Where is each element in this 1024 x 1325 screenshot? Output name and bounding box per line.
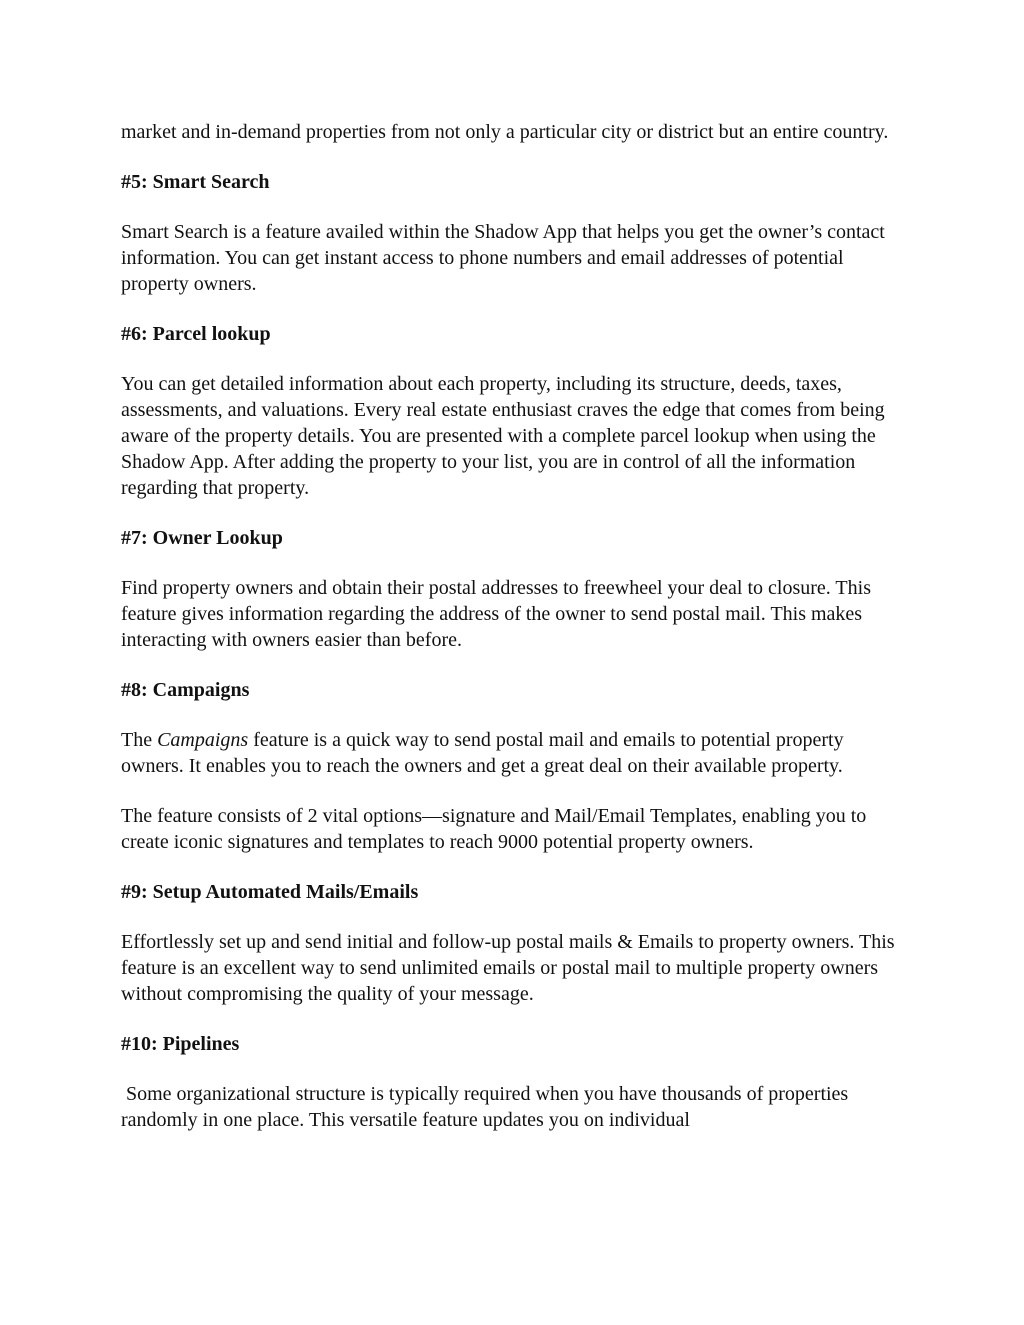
section-heading-automated-mails: #9: Setup Automated Mails/Emails (121, 881, 419, 903)
section-heading-pipelines: #10: Pipelines (121, 1033, 240, 1055)
campaigns-paragraph-lead: The (121, 729, 158, 751)
section-heading-parcel-lookup: #6: Parcel lookup (121, 323, 271, 345)
section-heading-campaigns: #8: Campaigns (121, 679, 250, 701)
campaigns-emphasis: Campaigns (157, 729, 249, 751)
pipelines-paragraph: Some organizational structure is typically required when you have thousands of properties randomly in one place. This versatile feature updates you on individual (121, 1083, 854, 1131)
owner-lookup-paragraph: Find property owners and obtain their postal addresses to freewheel your deal to closure. This feature gives information regarding the address of the owner to send postal mail. This makes interacting with owners easier than before. (121, 577, 876, 651)
document-page (121, 119, 911, 1157)
smart-search-paragraph: Smart Search is a feature availed within the Shadow App that helps you get the owner’s contact information. You can get instant access to phone numbers and email addresses of potential property owners. (121, 221, 890, 295)
automated-mails-paragraph: Effortlessly set up and send initial and follow-up postal mails & Emails to property owners. This feature is an excellent way to send unlimited emails or postal mail to multiple property owners without compromising the quality of your message. (121, 931, 900, 1005)
section-heading-smart-search: #5: Smart Search (121, 171, 270, 193)
intro-continuation-paragraph: market and in-demand properties from not only a particular city or district but an entire country. (121, 121, 889, 143)
section-heading-owner-lookup: #7: Owner Lookup (121, 527, 283, 549)
campaigns-paragraph (121, 727, 911, 779)
campaigns-options-paragraph: The feature consists of 2 vital options—signature and Mail/Email Templates, enabling you to create iconic signatures and templates to reach 9000 potential property owners. (121, 805, 872, 853)
campaigns-paragraph-rest: feature is a quick way to send postal mail and emails to potential property owners. It enables you to reach the owners and get a great deal on their available property. (121, 729, 849, 777)
parcel-lookup-paragraph: You can get detailed information about each property, including its structure, deeds, taxes, assessments, and valuations. Every real estate enthusiast craves the edge that comes from being aware of the property details. You are presented with a complete parcel lookup when using the Shadow App. After adding the property to your list, you are in control of all the information regarding that property. (121, 373, 890, 499)
